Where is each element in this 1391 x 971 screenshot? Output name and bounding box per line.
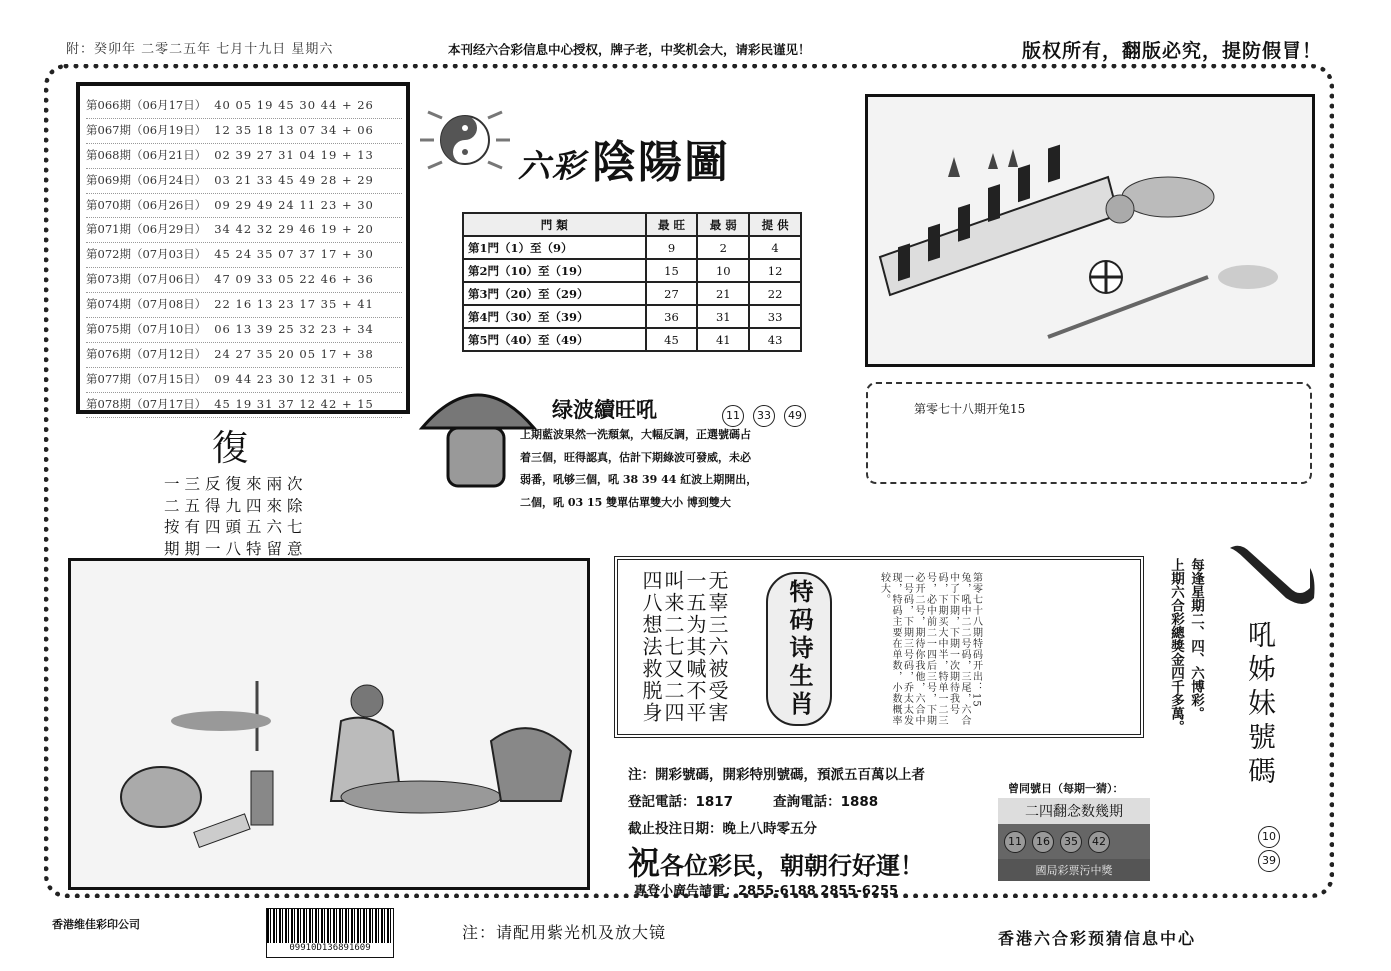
barcode bbox=[266, 908, 394, 958]
anniv-ball: 16 bbox=[1032, 831, 1054, 853]
bless-first: 祝 bbox=[628, 844, 661, 882]
history-issue: 第067期（06月19日） bbox=[86, 122, 207, 137]
history-numbers: 03 21 33 45 49 28 + 29 bbox=[214, 172, 374, 187]
center-name: 香港六合彩预猜信息中心 bbox=[998, 929, 1197, 948]
stats-cell-min: 41 bbox=[697, 328, 749, 351]
stats-header: 提 供 bbox=[749, 213, 801, 236]
poem-line: 一三反復來兩次 bbox=[164, 475, 308, 493]
green-ball: 11 bbox=[722, 405, 744, 427]
history-numbers: 47 09 33 05 22 46 + 36 bbox=[214, 272, 374, 287]
history-row bbox=[86, 94, 402, 119]
stats-cell-min: 31 bbox=[697, 305, 749, 328]
green-wave-line: 弱番，吼够三個，吼 38 39 44 紅波上期開出， bbox=[520, 473, 758, 486]
illustration-warrior bbox=[68, 558, 590, 890]
title-small: 六彩 bbox=[518, 147, 587, 185]
history-row bbox=[86, 393, 402, 418]
side-note: 上期六合彩總獎金四千多萬。 bbox=[1168, 558, 1184, 734]
tema-label bbox=[766, 572, 832, 726]
deadline-value: 晚上八時零五分 bbox=[722, 821, 817, 837]
anniversary-box bbox=[998, 798, 1150, 890]
anniversary-title: 二四翻念数幾期 bbox=[998, 798, 1150, 824]
history-issue: 第074期（07月08日） bbox=[86, 297, 207, 312]
history-row bbox=[86, 194, 402, 219]
green-wave-line: 上期藍波果然一洗頹氣，大幅反調，正選號碼占 bbox=[520, 428, 751, 441]
history-issue: 第066期（06月17日） bbox=[86, 98, 207, 112]
barcode-number: 09910D136891609 bbox=[289, 943, 371, 953]
poem-line: 期期一八特留意 bbox=[164, 539, 308, 558]
history-numbers: 06 13 39 25 32 23 + 34 bbox=[214, 322, 374, 337]
history-issue: 第068期（06月21日） bbox=[86, 147, 207, 162]
history-numbers: 22 16 13 23 17 35 + 41 bbox=[214, 297, 374, 312]
history-row bbox=[86, 318, 402, 343]
history-issue: 第072期（07月03日） bbox=[86, 247, 207, 262]
stats-cell-gate: 第2門（10）至（19） bbox=[463, 259, 646, 282]
tema-poem-col: 无辜三六被受害 bbox=[705, 570, 729, 724]
stats-cell-gate: 第5門（40）至（49） bbox=[463, 328, 646, 351]
sisters-balls bbox=[1258, 824, 1280, 874]
stats-header: 最 旺 bbox=[646, 213, 698, 236]
illustration-rabbit bbox=[865, 94, 1315, 367]
stats-cell-give: 43 bbox=[749, 328, 801, 351]
anniversary-note: 曾同號日（每期一猜）： bbox=[1008, 782, 1124, 795]
title-main: 陰陽圖 bbox=[592, 137, 731, 188]
anniversary-foot: 國局彩票污中獎 bbox=[998, 859, 1150, 881]
header-copyright: 版权所有，翻版必究，提防假冒！ bbox=[1022, 40, 1323, 62]
history-issue: 第077期（07月15日） bbox=[86, 371, 207, 386]
tema-poem-col: 四八想法救脱身 bbox=[639, 570, 663, 724]
history-numbers: 34 42 32 29 46 19 + 20 bbox=[214, 222, 374, 237]
history-numbers: 02 39 27 31 04 19 + 13 bbox=[214, 147, 374, 162]
green-ball: 33 bbox=[753, 405, 775, 427]
tema-poem bbox=[640, 570, 728, 740]
stats-cell-min: 2 bbox=[697, 236, 749, 259]
sisters-title: 吼姊妹號碼 bbox=[1244, 620, 1277, 790]
biweekly-note bbox=[1166, 558, 1206, 746]
header-notice: 本刊经六合彩信息中心授权，牌子老，中奖机会大，请彩民谨见！ bbox=[448, 42, 811, 57]
history-row bbox=[86, 144, 402, 169]
uv-note: 注：请配用紫光机及放大镜 bbox=[462, 923, 667, 942]
history-issue: 第070期（06月26日） bbox=[86, 197, 207, 212]
stats-row bbox=[463, 259, 801, 282]
tema-poem-col: 叫来二七又二四 bbox=[661, 570, 685, 724]
green-wave-title: 绿波續旺吼 bbox=[552, 398, 657, 422]
poem-line: 二五得九四來除 bbox=[164, 496, 308, 515]
stats-cell-max: 45 bbox=[646, 328, 698, 351]
history-row bbox=[86, 169, 402, 194]
history-numbers: 09 44 23 30 12 31 + 05 bbox=[214, 371, 374, 386]
stats-cell-min: 21 bbox=[697, 282, 749, 305]
history-numbers: 45 24 35 07 37 17 + 30 bbox=[214, 247, 374, 262]
stats-cell-max: 36 bbox=[646, 305, 698, 328]
reg-phone: 1817 bbox=[695, 794, 734, 810]
stats-row bbox=[463, 328, 801, 351]
history-row bbox=[86, 268, 402, 293]
green-wave-line: 二個，吼 03 15 雙單估單雙大小 博到雙大 bbox=[520, 495, 731, 509]
stats-row bbox=[463, 282, 801, 305]
stats-cell-max: 9 bbox=[646, 236, 698, 259]
history-issue: 第076期（07月12日） bbox=[86, 346, 207, 361]
poem-lines bbox=[164, 474, 308, 560]
history-issue: 第071期（06月29日） bbox=[86, 222, 207, 237]
stats-cell-give: 12 bbox=[749, 259, 801, 282]
history-numbers: 40 05 19 45 30 44 + 26 bbox=[214, 98, 374, 112]
deadline-label: 截止投注日期： bbox=[628, 821, 723, 837]
history-issue: 第069期（06月24日） bbox=[86, 172, 207, 187]
poem-heading: 復 bbox=[212, 428, 249, 469]
biweekly-line: 每逢星期二、四、六博彩。 bbox=[1188, 558, 1204, 720]
history-issue: 第078期（07月17日） bbox=[86, 396, 207, 411]
history-row bbox=[86, 243, 402, 268]
tema-label-main: 特码诗 bbox=[785, 579, 814, 663]
history-row bbox=[86, 218, 402, 243]
stats-cell-gate: 第4門（30）至（39） bbox=[463, 305, 646, 328]
sister-ball: 10 bbox=[1258, 826, 1280, 848]
green-ball: 49 bbox=[784, 405, 806, 427]
stats-cell-give: 22 bbox=[749, 282, 801, 305]
green-wave-line: 着三個，旺得認真，估計下期綠波可發威，未必 bbox=[520, 450, 751, 464]
notice-line: 注：開彩號碼，開彩特別號碼，預派五百萬以上者 bbox=[628, 767, 925, 783]
saxophone-icon bbox=[1220, 538, 1316, 608]
history-row bbox=[86, 293, 402, 318]
anniv-ball: 35 bbox=[1060, 831, 1082, 853]
tema-text: 第零七十八期特码开出：15兔，吼中二二号码，三尾，六合中了下期，下期一次期待我号码，下期买大中半，特单一二三号，必中前二一四后三号，下期必开二号，期待你我他，六合中一号码，下期三号码，乔太太发现，特码主要在单数，小数概率较大。 bbox=[878, 572, 982, 726]
stats-header: 最 弱 bbox=[697, 213, 749, 236]
history-numbers: 45 19 31 37 12 42 + 15 bbox=[214, 396, 374, 411]
notice-block bbox=[628, 762, 925, 843]
tema-label-sub: 生肖 bbox=[785, 663, 814, 719]
history-issue: 第075期（07月10日） bbox=[86, 322, 207, 337]
stats-row bbox=[463, 236, 801, 259]
query-label: 查詢電話： bbox=[773, 794, 841, 810]
stats-cell-max: 15 bbox=[646, 259, 698, 282]
anniv-ball: 42 bbox=[1088, 831, 1110, 853]
stats-row bbox=[463, 305, 801, 328]
stats-cell-min: 10 bbox=[697, 259, 749, 282]
history-numbers: 24 27 35 20 05 17 + 38 bbox=[214, 346, 374, 361]
tema-poem-col: 一五为其喊不平 bbox=[683, 570, 707, 724]
header-date: 附：癸卯年 二零二五年 七月十九日 星期六 bbox=[66, 42, 334, 57]
barcode-bars bbox=[267, 909, 393, 943]
sister-ball: 39 bbox=[1258, 850, 1280, 872]
gate-stats-table bbox=[462, 212, 802, 352]
query-phone: 1888 bbox=[840, 794, 879, 810]
yin-yang-icon bbox=[416, 98, 514, 182]
blessing bbox=[628, 838, 924, 884]
printer-name: 香港维佳彩印公司 bbox=[52, 918, 140, 931]
ads-line: 專登小廣告請電：2855-6188 2855-6255 bbox=[634, 884, 899, 899]
anniv-ball: 11 bbox=[1004, 831, 1026, 853]
stats-cell-give: 4 bbox=[749, 236, 801, 259]
green-wave-text bbox=[520, 424, 850, 514]
history-row bbox=[86, 343, 402, 368]
history-issue: 第073期（07月06日） bbox=[86, 272, 207, 287]
history-numbers: 09 29 49 24 11 23 + 30 bbox=[214, 197, 374, 212]
history-row bbox=[86, 119, 402, 144]
stats-header: 門 類 bbox=[463, 213, 646, 236]
stats-cell-max: 27 bbox=[646, 282, 698, 305]
result-note: 第零七十八期开兔15 bbox=[866, 382, 1312, 484]
bless-rest: 各位彩民，朝朝行好運！ bbox=[660, 852, 925, 880]
stats-cell-give: 33 bbox=[749, 305, 801, 328]
anniversary-balls bbox=[998, 824, 1150, 859]
stats-cell-gate: 第3門（20）至（29） bbox=[463, 282, 646, 305]
reg-label: 登記電話： bbox=[628, 794, 696, 810]
page-title bbox=[518, 126, 730, 190]
stats-cell-gate: 第1門（1）至（9） bbox=[463, 236, 646, 259]
poem-line: 按有四頭五六七 bbox=[164, 518, 308, 536]
history-numbers: 12 35 18 13 07 34 + 06 bbox=[214, 122, 374, 137]
history-row bbox=[86, 368, 402, 393]
history-table bbox=[76, 82, 410, 414]
